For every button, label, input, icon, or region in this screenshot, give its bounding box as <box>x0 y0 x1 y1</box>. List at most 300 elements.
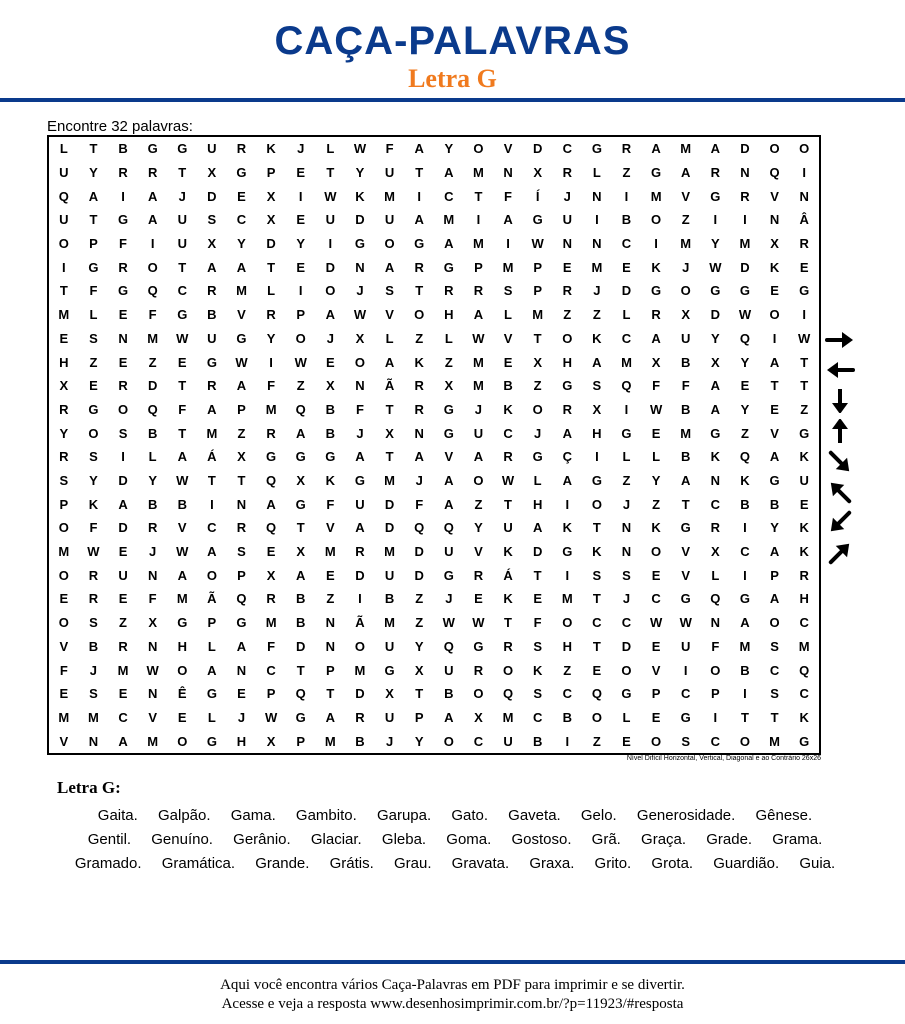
grid-cell: A <box>207 259 217 275</box>
grid-cell: E <box>177 709 187 725</box>
grid-cell: X <box>266 733 276 749</box>
grid-cell: I <box>595 449 599 465</box>
grid-cell: W <box>442 615 455 631</box>
grid-cell: Y <box>651 473 661 489</box>
grid-cell: T <box>326 686 335 702</box>
grid-cell: A <box>769 449 780 465</box>
grid-cell: K <box>532 662 543 678</box>
grid-cell: C <box>266 662 276 678</box>
grid-cell: R <box>562 283 572 299</box>
grid-cell: U <box>384 638 395 654</box>
grid-cell: I <box>565 733 570 749</box>
grid-cell: M <box>680 425 692 441</box>
grid-cell: V <box>385 307 394 323</box>
grid-cell: I <box>150 236 155 252</box>
grid-cell: T <box>474 188 483 204</box>
grid-cell: H <box>799 591 809 607</box>
grid-cell: C <box>621 236 632 252</box>
grid-cell: O <box>710 662 721 678</box>
grid-cell: E <box>651 567 661 583</box>
grid-cell: R <box>266 591 276 607</box>
grid-cell: D <box>266 236 276 252</box>
grid-cell: B <box>384 591 395 607</box>
grid-cell: M <box>354 662 366 678</box>
grid-cell: T <box>770 709 779 725</box>
grid-cell: T <box>178 378 187 394</box>
grid-cell: X <box>296 544 306 560</box>
grid-cell: V <box>237 307 246 323</box>
grid-cell: S <box>237 544 246 560</box>
word-list-item: Generosidade. <box>636 807 736 824</box>
grid-cell: G <box>443 425 454 441</box>
grid-cell: O <box>591 709 602 725</box>
grid-cell: N <box>147 686 158 702</box>
grid-cell: E <box>237 188 246 204</box>
grid-cell: I <box>358 591 362 607</box>
grid-cell: X <box>207 165 217 181</box>
grid-cell: A <box>414 212 424 228</box>
grid-cell: F <box>533 615 542 631</box>
arrow-down-icon <box>823 389 857 413</box>
grid-cell: L <box>592 165 601 181</box>
grid-cell: D <box>118 520 128 536</box>
grid-cell: A <box>207 401 217 417</box>
arrow-up-left-icon <box>823 480 857 504</box>
word-list-item: Genuíno. <box>151 831 213 848</box>
grid-cell: F <box>267 378 276 394</box>
grid-cell: G <box>414 236 425 252</box>
grid-cell: U <box>355 496 365 512</box>
grid-cell: O <box>88 425 99 441</box>
grid-cell: S <box>681 733 691 749</box>
grid-cell: M <box>176 591 188 607</box>
grid-cell: P <box>266 686 276 702</box>
grid-cell: V <box>474 544 483 560</box>
word-list-item: Gaveta. <box>508 807 561 824</box>
grid-cell: G <box>206 354 217 370</box>
grid-cell: R <box>118 259 128 275</box>
grid-cell: C <box>710 733 721 749</box>
grid-cell: F <box>385 141 394 157</box>
grid-cell: Z <box>148 354 157 370</box>
grid-cell: G <box>384 662 395 678</box>
grid-cell: V <box>326 520 335 536</box>
grid-cell: X <box>533 354 542 370</box>
grid-cell: A <box>592 354 602 370</box>
grid-cell: I <box>506 236 510 252</box>
grid-cell: M <box>443 212 455 228</box>
grid-cell: Z <box>415 330 424 346</box>
grid-cell: G <box>591 141 602 157</box>
grid-cell: D <box>296 638 306 654</box>
grid-cell: A <box>473 449 484 465</box>
word-list-item: Guardião. <box>713 855 780 872</box>
grid-cell: G <box>236 615 247 631</box>
grid-cell: A <box>296 425 306 441</box>
grid-cell: G <box>710 283 721 299</box>
grid-cell: N <box>621 520 632 536</box>
grid-cell: Z <box>296 378 305 394</box>
grid-cell: O <box>680 283 691 299</box>
grid-cell: Y <box>266 330 276 346</box>
grid-cell: W <box>176 544 189 560</box>
grid-cell: R <box>118 165 128 181</box>
grid-cell: R <box>651 307 661 323</box>
grid-cell: N <box>414 425 424 441</box>
grid-cell: D <box>355 212 365 228</box>
grid-cell: B <box>177 496 187 512</box>
grid-cell: G <box>562 544 573 560</box>
grid-cell: T <box>89 212 98 228</box>
grid-cell: O <box>473 473 484 489</box>
grid-cell: I <box>210 496 214 512</box>
grid-cell: Y <box>711 236 720 252</box>
grid-cell: B <box>562 709 572 725</box>
grid-cell: I <box>802 165 806 181</box>
grid-cell: R <box>236 141 247 157</box>
grid-cell: I <box>61 259 66 275</box>
grid-cell: D <box>355 567 365 583</box>
grid-cell: W <box>472 615 485 631</box>
grid-cell: X <box>207 236 217 252</box>
grid-cell: S <box>533 638 542 654</box>
grid-cell: G <box>177 307 188 323</box>
grid-cell: T <box>267 259 276 275</box>
grid-cell: E <box>651 709 661 725</box>
grid-cell: U <box>444 544 454 560</box>
grid-cell: G <box>680 709 691 725</box>
grid-cell: E <box>651 425 661 441</box>
grid-cell: Z <box>622 473 631 489</box>
grid-cell: O <box>651 733 662 749</box>
grid-cell: G <box>443 567 454 583</box>
grid-cell: M <box>621 354 632 370</box>
grid-cell: E <box>118 544 128 560</box>
grid-cell: B <box>740 496 750 512</box>
grid-cell: L <box>711 567 720 583</box>
grid-cell: E <box>177 354 187 370</box>
grid-cell: M <box>324 544 336 560</box>
word-list-title: Letra G: <box>57 778 121 797</box>
grid-cell: L <box>622 307 631 323</box>
grid-cell: M <box>236 283 247 299</box>
grid-cell: X <box>59 378 69 394</box>
grid-cell: U <box>503 520 513 536</box>
grid-cell: F <box>148 591 157 607</box>
grid-cell: M <box>739 638 751 654</box>
grid-cell: J <box>415 473 423 489</box>
word-list-item: Grátis. <box>329 855 374 872</box>
grid-cell: L <box>267 283 276 299</box>
grid-cell: G <box>680 591 691 607</box>
grid-cell: M <box>680 141 692 157</box>
grid-cell: M <box>650 188 662 204</box>
grid-cell: T <box>178 165 187 181</box>
grid-cell: P <box>266 165 276 181</box>
grid-cell: E <box>474 591 483 607</box>
grid-cell: R <box>503 638 513 654</box>
grid-cell: M <box>798 638 810 654</box>
grid-cell: W <box>798 330 811 346</box>
grid-cell: W <box>353 141 367 157</box>
grid-cell: A <box>207 544 217 560</box>
grid-cell: O <box>651 544 662 560</box>
grid-cell: A <box>236 638 247 654</box>
grid-cell: O <box>502 662 514 678</box>
grid-cell: X <box>385 425 394 441</box>
grid-cell: M <box>117 662 129 678</box>
grid-cell: A <box>355 520 365 536</box>
grid-cell: G <box>266 449 277 465</box>
grid-cell: B <box>355 733 365 749</box>
grid-cell: T <box>504 615 512 631</box>
grid-cell: G <box>651 165 662 181</box>
word-list-item: Grade. <box>706 831 753 848</box>
grid-cell: C <box>444 188 454 204</box>
grid-cell: R <box>147 520 158 536</box>
grid-cell: V <box>148 709 157 725</box>
grid-cell: M <box>769 733 780 749</box>
grid-cell: T <box>178 425 187 441</box>
grid-cell: R <box>414 259 424 275</box>
grid-cell: N <box>621 544 632 560</box>
grid-cell: C <box>592 615 602 631</box>
grid-cell: E <box>296 165 306 181</box>
grid-cell: N <box>325 615 336 631</box>
grid-cell: C <box>118 709 128 725</box>
grid-cell: G <box>532 449 543 465</box>
grid-cell: P <box>237 401 246 417</box>
grid-cell: K <box>799 544 809 560</box>
grid-cell: E <box>296 212 306 228</box>
grid-cell: R <box>207 283 217 299</box>
grid-cell: X <box>296 473 306 489</box>
grid-cell: A <box>147 188 158 204</box>
grid-cell: J <box>474 401 483 417</box>
grid-cell: I <box>743 686 747 702</box>
grid-cell: Y <box>89 473 98 489</box>
grid-cell: D <box>384 496 395 512</box>
grid-cell: T <box>326 165 335 181</box>
grid-cell: J <box>356 425 364 441</box>
word-list-item: Gaita. <box>97 807 138 824</box>
grid-cell: F <box>355 401 364 417</box>
grid-cell: U <box>681 330 691 346</box>
grid-cell: Q <box>502 686 514 702</box>
grid-cell: Y <box>59 425 69 441</box>
grid-cell: A <box>118 733 128 749</box>
grid-cell: P <box>414 709 424 725</box>
letter-grid <box>47 135 821 755</box>
grid-cell: A <box>414 141 424 157</box>
grid-cell: R <box>562 401 572 417</box>
grid-cell: R <box>236 520 247 536</box>
grid-cell: C <box>532 709 543 725</box>
grid-cell: D <box>118 473 128 489</box>
grid-cell: R <box>473 283 484 299</box>
grid-cell: X <box>266 567 276 583</box>
grid-cell: K <box>503 591 513 607</box>
grid-cell: O <box>58 615 69 631</box>
grid-cell: T <box>178 259 187 275</box>
grid-cell: S <box>533 686 542 702</box>
grid-cell: C <box>799 686 809 702</box>
grid-cell: C <box>799 615 809 631</box>
grid-cell: X <box>266 212 276 228</box>
grid-cell: L <box>622 709 631 725</box>
grid-cell: Y <box>89 165 98 181</box>
grid-cell: M <box>87 709 99 725</box>
grid-cell: A <box>88 188 99 204</box>
grid-cell: N <box>325 638 336 654</box>
grid-cell: Z <box>592 307 601 323</box>
grid-cell: G <box>236 330 247 346</box>
grid-cell: S <box>770 638 779 654</box>
word-list-item: Gato. <box>451 807 488 824</box>
grid-cell: T <box>89 141 98 157</box>
grid-cell: S <box>592 378 602 394</box>
grid-cell: V <box>444 449 454 465</box>
grid-cell: P <box>59 496 69 512</box>
grid-cell: F <box>711 638 720 654</box>
grid-cell: W <box>501 473 515 489</box>
grid-cell: A <box>444 709 454 725</box>
grid-cell: G <box>325 449 336 465</box>
grid-cell: Z <box>415 615 424 631</box>
grid-cell: O <box>532 401 543 417</box>
grid-cell: S <box>118 425 128 441</box>
grid-cell: D <box>384 520 395 536</box>
grid-cell: B <box>147 425 158 441</box>
grid-cell: I <box>121 188 125 204</box>
grid-cell: O <box>354 638 366 654</box>
grid-cell: F <box>681 378 690 394</box>
grid-cell: W <box>709 259 722 275</box>
grid-cell: Ê <box>177 686 187 702</box>
grid-cell: M <box>472 378 484 394</box>
word-list <box>60 804 850 876</box>
word-list-item: Glaciar. <box>310 831 362 848</box>
arrow-up-right-icon <box>823 541 857 565</box>
grid-cell: Z <box>237 425 246 441</box>
grid-cell: L <box>533 473 542 489</box>
grid-cell: A <box>651 141 661 157</box>
grid-cell: B <box>681 449 691 465</box>
grid-cell: R <box>147 165 158 181</box>
grid-cell: N <box>710 473 721 489</box>
grid-cell: K <box>799 520 809 536</box>
grid-cell: L <box>59 141 68 157</box>
grid-cell: K <box>592 330 602 346</box>
grid-cell: T <box>296 662 305 678</box>
grid-cell: U <box>325 212 336 228</box>
grid-cell: X <box>592 401 602 417</box>
grid-cell: A <box>207 662 217 678</box>
page-title: CAÇA-PALAVRAS <box>274 19 631 63</box>
grid-cell: P <box>533 283 542 299</box>
grid-cell: L <box>652 449 661 465</box>
grid-cell: E <box>799 259 809 275</box>
word-list-item: Grã. <box>591 831 621 848</box>
grid-cell: C <box>651 591 661 607</box>
word-list-item: Garupa. <box>376 807 432 824</box>
footer-line-2[interactable]: Acesse e veja a resposta www.desenhosimprimir.com.br/?p=11923/#resposta <box>221 996 684 1012</box>
grid-cell: F <box>89 520 98 536</box>
grid-cell: S <box>89 615 98 631</box>
grid-cell: G <box>88 259 99 275</box>
grid-cell: J <box>682 259 690 275</box>
grid-cell: T <box>415 165 424 181</box>
grid-cell: X <box>148 615 157 631</box>
grid-cell: T <box>592 638 601 654</box>
grid-cell: T <box>533 330 542 346</box>
grid-cell: K <box>414 354 424 370</box>
grid-cell: A <box>414 449 424 465</box>
grid-cell: D <box>532 544 543 560</box>
grid-cell: I <box>743 212 747 228</box>
grid-cell: R <box>88 591 99 607</box>
grid-cell: J <box>445 591 453 607</box>
grid-cell: G <box>680 520 691 536</box>
grid-cell: G <box>206 733 217 749</box>
grid-cell: B <box>444 686 454 702</box>
grid-cell: G <box>177 615 188 631</box>
grid-cell: K <box>799 709 809 725</box>
grid-cell: Z <box>89 354 98 370</box>
grid-cell: U <box>681 638 691 654</box>
grid-cell: J <box>622 591 631 607</box>
grid-cell: Q <box>266 520 277 536</box>
grid-cell: I <box>298 283 303 299</box>
grid-cell: E <box>326 354 335 370</box>
word-list-item: Gênese. <box>755 807 813 824</box>
grid-cell: N <box>236 662 247 678</box>
grid-cell: E <box>592 662 602 678</box>
grid-cell: V <box>59 733 69 749</box>
grid-cell: V <box>681 188 691 204</box>
grid-cell: O <box>58 520 69 536</box>
grid-cell: K <box>355 188 365 204</box>
grid-cell: L <box>207 638 216 654</box>
grid-cell: Q <box>295 401 306 417</box>
grid-cell: X <box>533 165 542 181</box>
grid-cell: Y <box>414 638 424 654</box>
grid-cell: U <box>207 141 217 157</box>
grid-cell: G <box>443 259 454 275</box>
grid-cell: D <box>147 378 158 394</box>
difficulty-note: Nível Difícil Horizontal, Vertical, Diagonal e ao Contrário 26x26 <box>626 755 821 762</box>
grid-cell: M <box>58 709 70 725</box>
grid-cell: B <box>118 141 128 157</box>
grid-cell: R <box>503 449 513 465</box>
arrow-down-right-icon <box>823 450 857 474</box>
grid-cell: O <box>739 733 751 749</box>
grid-cell: I <box>713 709 718 725</box>
grid-cell: A <box>769 591 780 607</box>
grid-cell: J <box>326 330 334 346</box>
grid-cell: O <box>295 330 306 346</box>
grid-cell: W <box>649 615 663 631</box>
grid-cell: E <box>59 591 69 607</box>
grid-cell: K <box>503 401 513 417</box>
grid-cell: S <box>592 567 602 583</box>
grid-cell: M <box>472 354 484 370</box>
grid-cell: L <box>207 709 216 725</box>
grid-cell: P <box>770 567 779 583</box>
grid-cell: M <box>384 615 395 631</box>
grid-cell: T <box>415 283 424 299</box>
grid-cell: Z <box>563 662 572 678</box>
